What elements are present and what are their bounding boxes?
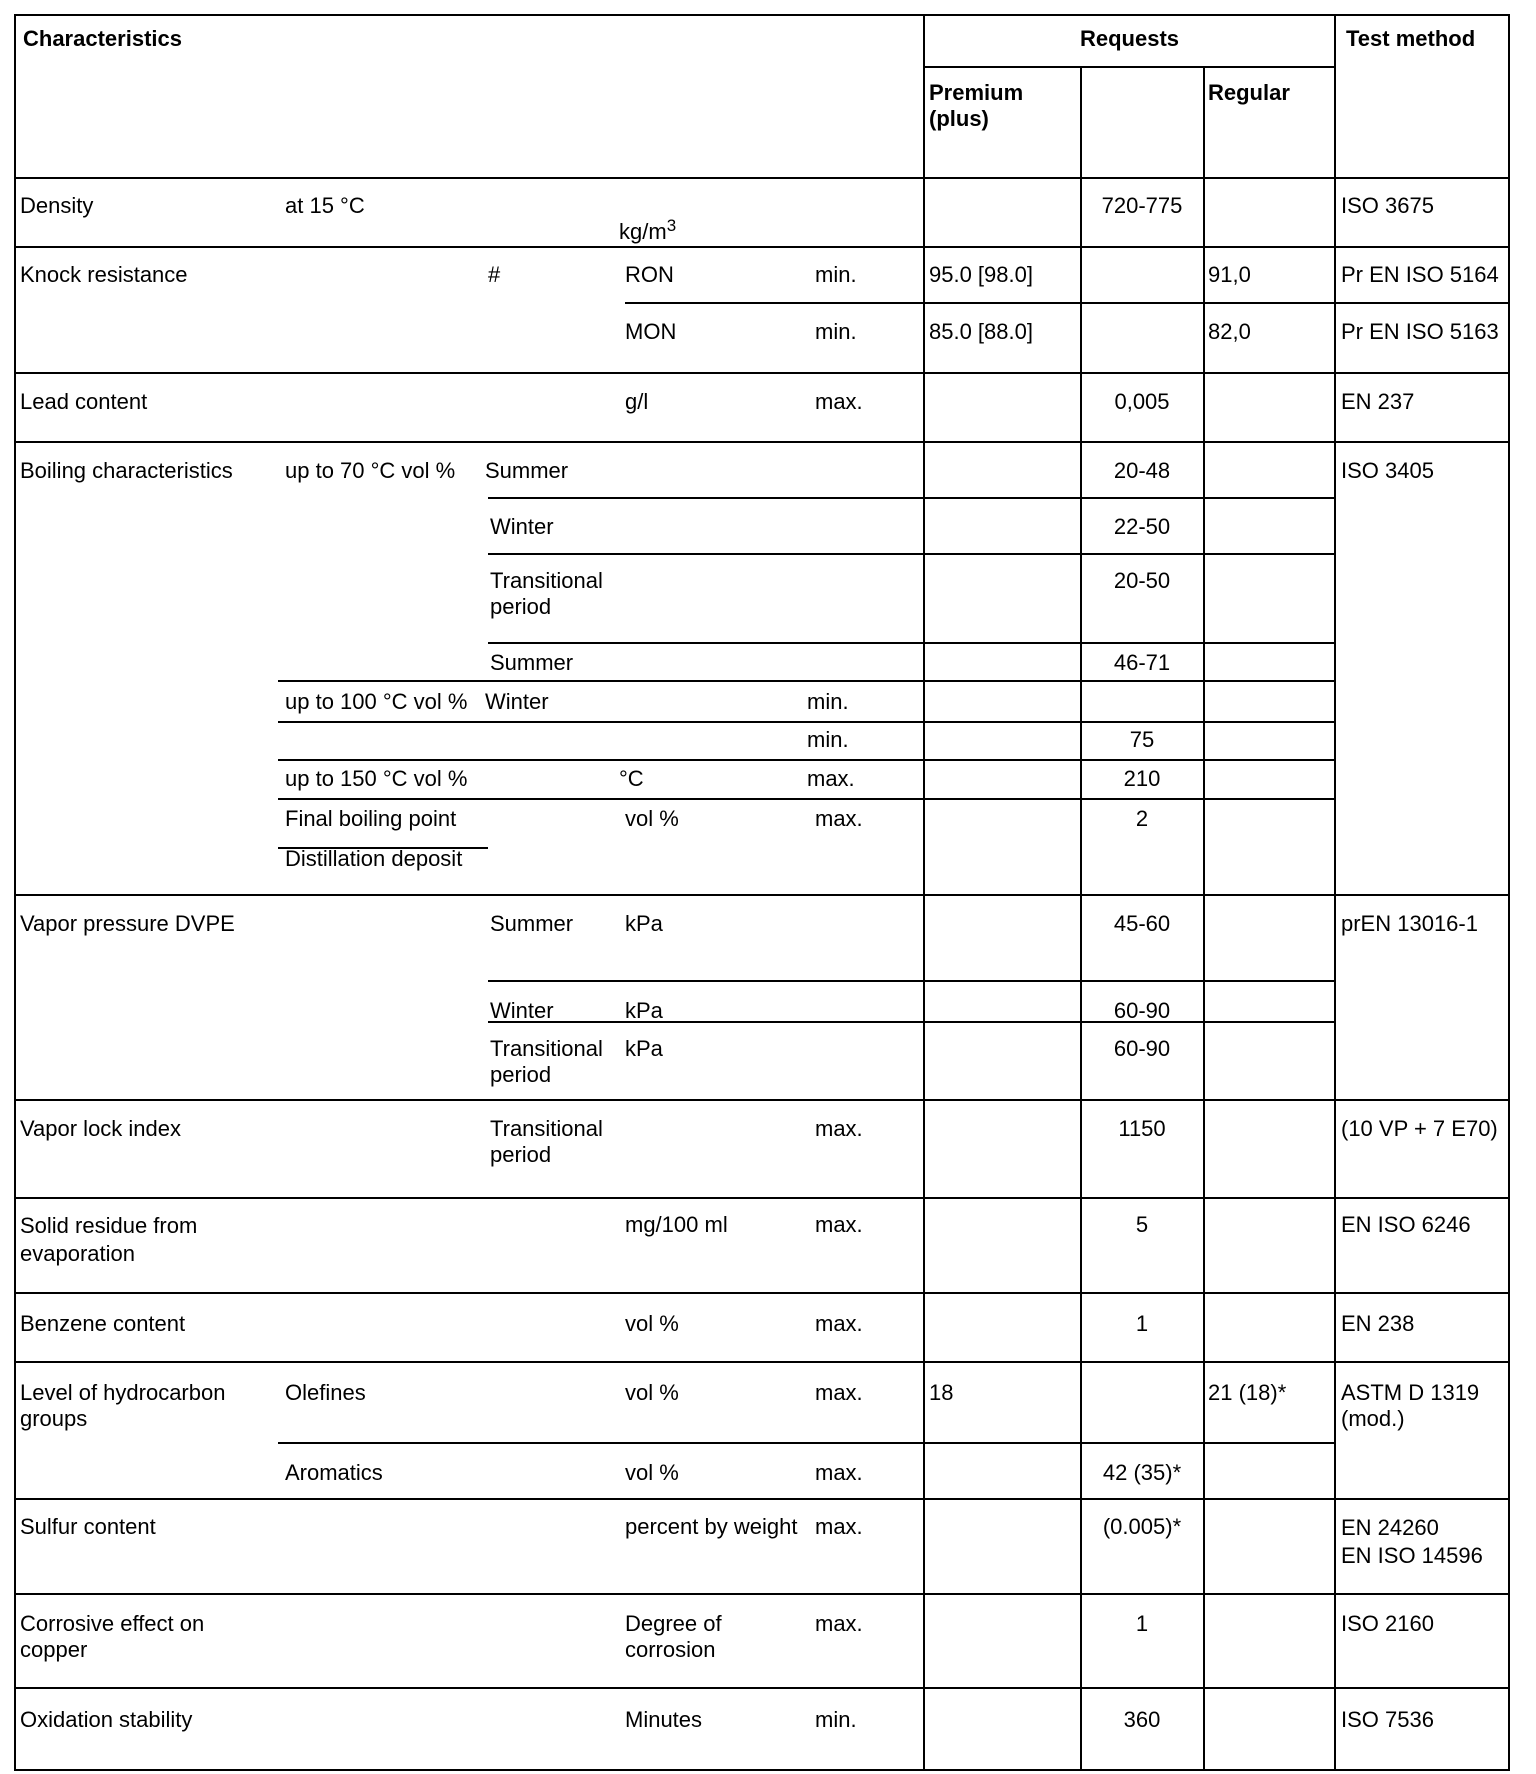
density-label: Density: [20, 193, 94, 218]
oxidation-stability-limit: min.: [815, 1707, 857, 1732]
density-unit-base: kg/m: [619, 219, 667, 244]
boiling-celsius-value: 210: [1123, 766, 1161, 791]
boiling-divider-5: [278, 721, 1335, 723]
vapor-pressure-summer: Summer: [490, 911, 574, 936]
boiling-characteristics-label: Boiling characteristics: [20, 458, 233, 483]
olefines-regular-value: 21 (18)*: [1208, 1380, 1287, 1405]
boiling-divider-3: [488, 642, 1335, 644]
boiling-method: ISO 3405: [1341, 458, 1434, 483]
boiling-celsius-limit: max.: [807, 766, 855, 791]
row-divider-benzene: [14, 1361, 1510, 1363]
boiling-divider-6: [278, 759, 1335, 761]
density-method: ISO 3675: [1341, 193, 1434, 218]
boiling-celsius-unit: °C: [619, 766, 644, 791]
row-divider-knock: [14, 372, 1510, 374]
row-divider-header: [14, 177, 1510, 179]
row-divider-solid-residue: [14, 1292, 1510, 1294]
premium-header: Premium (plus): [929, 80, 1024, 131]
olefines-premium-value: 18: [929, 1380, 954, 1405]
boiling-summer-1-value: 20-48: [1113, 458, 1171, 483]
vapor-pressure-winter: Winter: [490, 998, 554, 1023]
vapor-pressure-divider-2: [488, 1021, 1335, 1023]
lead-content-label: Lead content: [20, 389, 148, 414]
table-border-right: [1508, 14, 1510, 1771]
benzene-content-method: EN 238: [1341, 1311, 1415, 1336]
aromatics-limit: max.: [815, 1460, 863, 1485]
boiling-summer-1: Summer: [485, 458, 569, 483]
boiling-transitional-period: Transitional period: [490, 568, 603, 619]
aromatics-value: 42 (35)*: [1102, 1460, 1182, 1485]
vapor-lock-limit: max.: [815, 1116, 863, 1141]
oxidation-stability-method: ISO 7536: [1341, 1707, 1434, 1732]
vapor-pressure-winter-value: 60-90: [1113, 998, 1171, 1023]
boiling-winter-1: Winter: [490, 514, 554, 539]
boiling-summer-2-value: 46-71: [1113, 650, 1171, 675]
row-divider-copper: [14, 1687, 1510, 1689]
copper-corrosion-unit: Degree of corrosion: [625, 1611, 722, 1662]
regular-header: Regular: [1208, 80, 1290, 105]
distillation-deposit-label: Distillation deposit: [285, 846, 463, 871]
lead-content-unit: g/l: [625, 389, 649, 414]
boiling-min-row-limit: min.: [807, 727, 849, 752]
row-divider-sulfur: [14, 1593, 1510, 1595]
mon-regular-value: 82,0: [1208, 319, 1251, 344]
copper-corrosion-value: 1: [1135, 1611, 1149, 1636]
sulfur-content-value: (0.005)*: [1102, 1514, 1182, 1539]
final-boiling-point-label: Final boiling point: [285, 806, 457, 831]
ron-regular-value: 91,0: [1208, 262, 1251, 287]
final-boiling-point-value: 2: [1135, 806, 1149, 831]
final-boiling-point-unit: vol %: [625, 806, 679, 831]
benzene-content-label: Benzene content: [20, 1311, 186, 1336]
density-value: 720-775: [1101, 193, 1183, 218]
oxidation-stability-label: Oxidation stability: [20, 1707, 193, 1732]
vapor-pressure-transitional-unit: kPa: [625, 1036, 663, 1061]
aromatics-unit: vol %: [625, 1460, 679, 1485]
column-divider-test-method: [1334, 14, 1336, 1771]
knock-resistance-symbol: #: [488, 262, 501, 287]
aromatics-label: Aromatics: [285, 1460, 383, 1485]
sulfur-content-method: EN 24260 EN ISO 14596: [1341, 1515, 1483, 1568]
mon-label: MON: [625, 319, 677, 344]
sulfur-content-unit: percent by weight: [625, 1514, 798, 1539]
lead-content-method: EN 237: [1341, 389, 1415, 414]
row-divider-boiling: [14, 894, 1510, 896]
knock-resistance-label: Knock resistance: [20, 262, 188, 287]
table-border-top: [14, 14, 1510, 16]
ron-premium-value: 95.0 [98.0]: [929, 262, 1033, 287]
boiling-divider-4: [278, 680, 1335, 682]
sulfur-content-limit: max.: [815, 1514, 863, 1539]
ron-label: RON: [625, 262, 674, 287]
row-divider-lead: [14, 441, 1510, 443]
column-divider-requests: [923, 14, 925, 1771]
boiling-divider-7: [278, 798, 1335, 800]
hydrocarbon-groups-label: Level of hydrocarbon groups: [20, 1380, 226, 1431]
copper-corrosion-label: Corrosive effect on copper: [20, 1611, 205, 1662]
vapor-lock-method: (10 VP + 7 E70): [1341, 1116, 1498, 1141]
requests-header-divider: [924, 66, 1335, 68]
olefines-limit: max.: [815, 1380, 863, 1405]
vapor-pressure-method: prEN 13016-1: [1341, 911, 1478, 936]
hydrocarbon-method: ASTM D 1319 (mod.): [1341, 1380, 1480, 1431]
vapor-pressure-label: Vapor pressure DVPE: [20, 911, 235, 936]
olefines-label: Olefines: [285, 1380, 366, 1405]
row-divider-vapor-lock: [14, 1197, 1510, 1199]
boiling-divider-1: [488, 497, 1335, 499]
mon-method: Pr EN ISO 5163: [1341, 319, 1499, 344]
benzene-content-unit: vol %: [625, 1311, 679, 1336]
benzene-content-limit: max.: [815, 1311, 863, 1336]
characteristics-header: Characteristics: [23, 26, 182, 51]
sulfur-content-label: Sulfur content: [20, 1514, 156, 1539]
vapor-lock-index-label: Vapor lock index: [20, 1116, 182, 1141]
table-border-left: [14, 14, 16, 1771]
solid-residue-value: 5: [1135, 1212, 1149, 1237]
vapor-pressure-summer-unit: kPa: [625, 911, 663, 936]
benzene-content-value: 1: [1135, 1311, 1149, 1336]
lead-content-limit: max.: [815, 389, 863, 414]
row-divider-hydrocarbon: [14, 1498, 1510, 1500]
boiling-min-row-value: 75: [1129, 727, 1155, 752]
density-condition: at 15 °C: [285, 193, 365, 218]
boiling-up-to-70: up to 70 °C vol %: [285, 458, 456, 483]
row-divider-vapor-pressure: [14, 1099, 1510, 1101]
mon-limit: min.: [815, 319, 857, 344]
hydrocarbon-inner-divider: [278, 1442, 1335, 1444]
table-border-bottom: [14, 1769, 1510, 1771]
solid-residue-unit: mg/100 ml: [625, 1212, 728, 1237]
oxidation-stability-value: 360: [1123, 1707, 1161, 1732]
ron-limit: min.: [815, 262, 857, 287]
vapor-pressure-transitional: Transitional period: [490, 1036, 603, 1087]
boiling-winter-2-limit: min.: [807, 689, 849, 714]
boiling-divider-2: [488, 553, 1335, 555]
test-method-header: Test method: [1346, 26, 1476, 51]
solid-residue-limit: max.: [815, 1212, 863, 1237]
copper-corrosion-limit: max.: [815, 1611, 863, 1636]
solid-residue-method: EN ISO 6246: [1341, 1212, 1471, 1237]
boiling-transitional-value: 20-50: [1113, 568, 1171, 593]
boiling-up-to-100: up to 100 °C vol %: [285, 689, 468, 714]
copper-corrosion-method: ISO 2160: [1341, 1611, 1434, 1636]
boiling-winter-1-value: 22-50: [1113, 514, 1171, 539]
mon-premium-value: 85.0 [88.0]: [929, 319, 1033, 344]
oxidation-stability-unit: Minutes: [625, 1707, 703, 1732]
ron-method: Pr EN ISO 5164: [1341, 262, 1499, 287]
vapor-lock-value: 1150: [1118, 1116, 1166, 1141]
vapor-pressure-divider-1: [488, 980, 1335, 982]
boiling-winter-2: Winter: [485, 689, 549, 714]
final-boiling-point-limit: max.: [815, 806, 863, 831]
lead-content-value: 0,005: [1114, 389, 1170, 414]
requests-header: Requests: [1079, 26, 1180, 51]
vapor-pressure-transitional-value: 60-90: [1113, 1036, 1171, 1061]
row-divider-knock-inner: [625, 302, 1510, 304]
density-unit-superscript: 3: [666, 216, 677, 235]
vapor-pressure-summer-value: 45-60: [1113, 911, 1171, 936]
row-divider-density: [14, 246, 1510, 248]
solid-residue-label: Solid residue from evaporation: [20, 1213, 198, 1266]
vapor-pressure-winter-unit: kPa: [625, 998, 663, 1023]
column-divider-regular: [1203, 66, 1205, 1771]
specification-table: [14, 14, 1510, 1772]
boiling-summer-2: Summer: [490, 650, 574, 675]
density-unit: [619, 193, 676, 247]
olefines-unit: vol %: [625, 1380, 679, 1405]
boiling-up-to-150: up to 150 °C vol %: [285, 766, 468, 791]
vapor-lock-period: Transitional period: [490, 1116, 603, 1167]
